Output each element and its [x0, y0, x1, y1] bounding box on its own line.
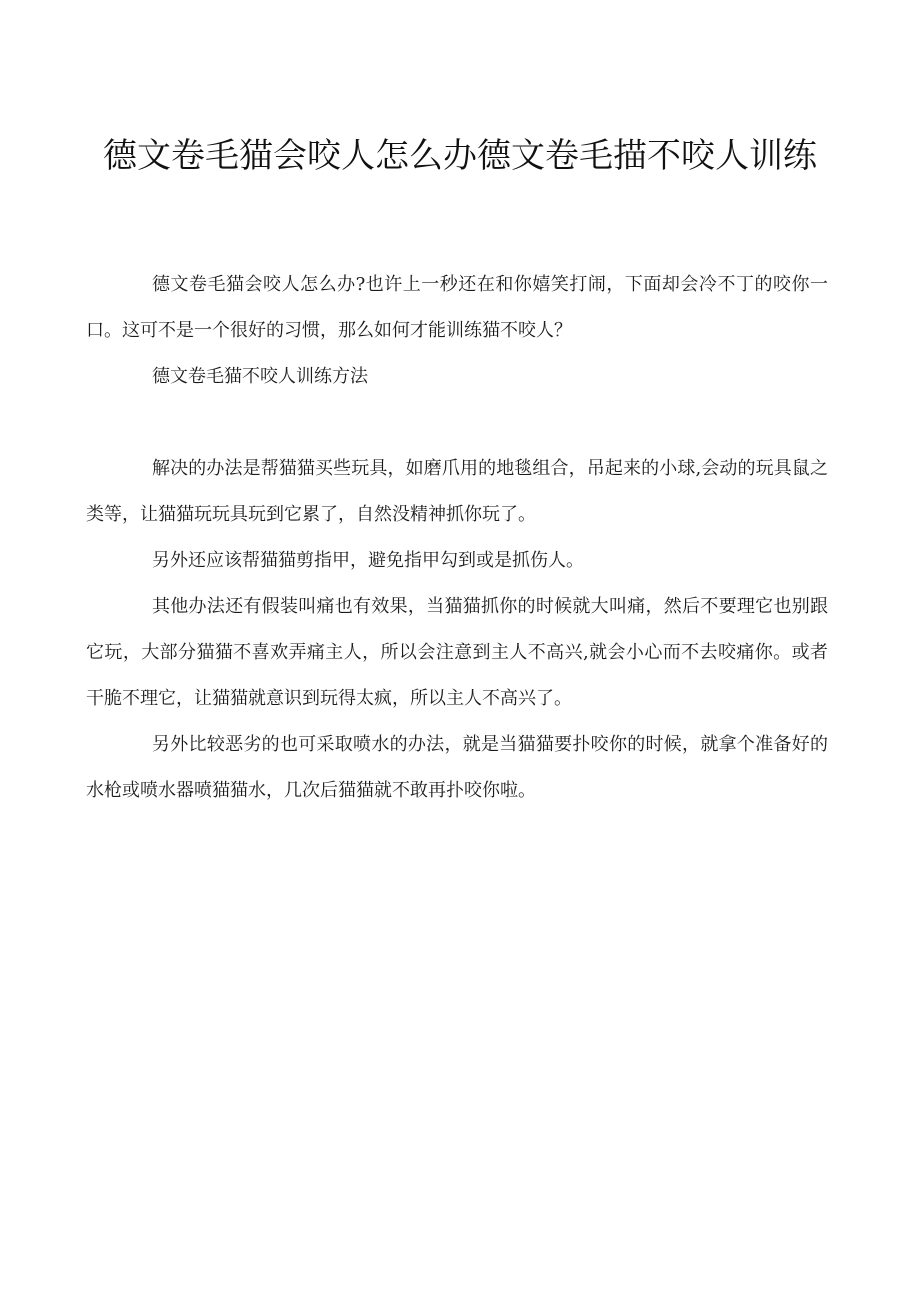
- document-title: 德文卷毛猫会咬人怎么办德文卷毛描不咬人训练: [103, 136, 817, 176]
- paragraph-toys: 解决的办法是帮猫猫买些玩具，如磨爪用的地毯组合，吊起来的小球,会动的玩具鼠之类等，让猫猫玩玩具玩到它累了，自然没精神抓你玩了。: [86, 458, 828, 525]
- blank-line: [86, 400, 828, 446]
- paragraph-intro: 德文卷毛猫会咬人怎么办?也许上一秒还在和你嬉笑打闹，下面却会冷不丁的咬你一口。这可不是一个很好的习惯，那么如何才能训练猫不咬人？: [86, 274, 828, 341]
- document-body: [86, 262, 828, 814]
- paragraph-nails: 另外还应该帮猫猫剪指甲，避免指甲勾到或是抓伤人。: [152, 550, 584, 571]
- section-heading: 德文卷毛猫不咬人训练方法: [152, 366, 368, 387]
- paragraph-water-spray: 另外比较恶劣的也可采取喷水的办法，就是当猫猫要扑咬你的时候，就拿个准备好的水枪或喷水器喷猫猫水，几次后猫猫就不敢再扑咬你啦。: [86, 734, 828, 801]
- paragraph-pretend-pain: 其他办法还有假装叫痛也有效果，当猫猫抓你的时候就大叫痛，然后不要理它也别跟它玩，大部分猫猫不喜欢弄痛主人，所以会注意到主人不高兴,就会小心而不去咬痛你。或者干脆不理它，让猫猫就意识到玩得太疯，所以主人不高兴了。: [86, 596, 828, 709]
